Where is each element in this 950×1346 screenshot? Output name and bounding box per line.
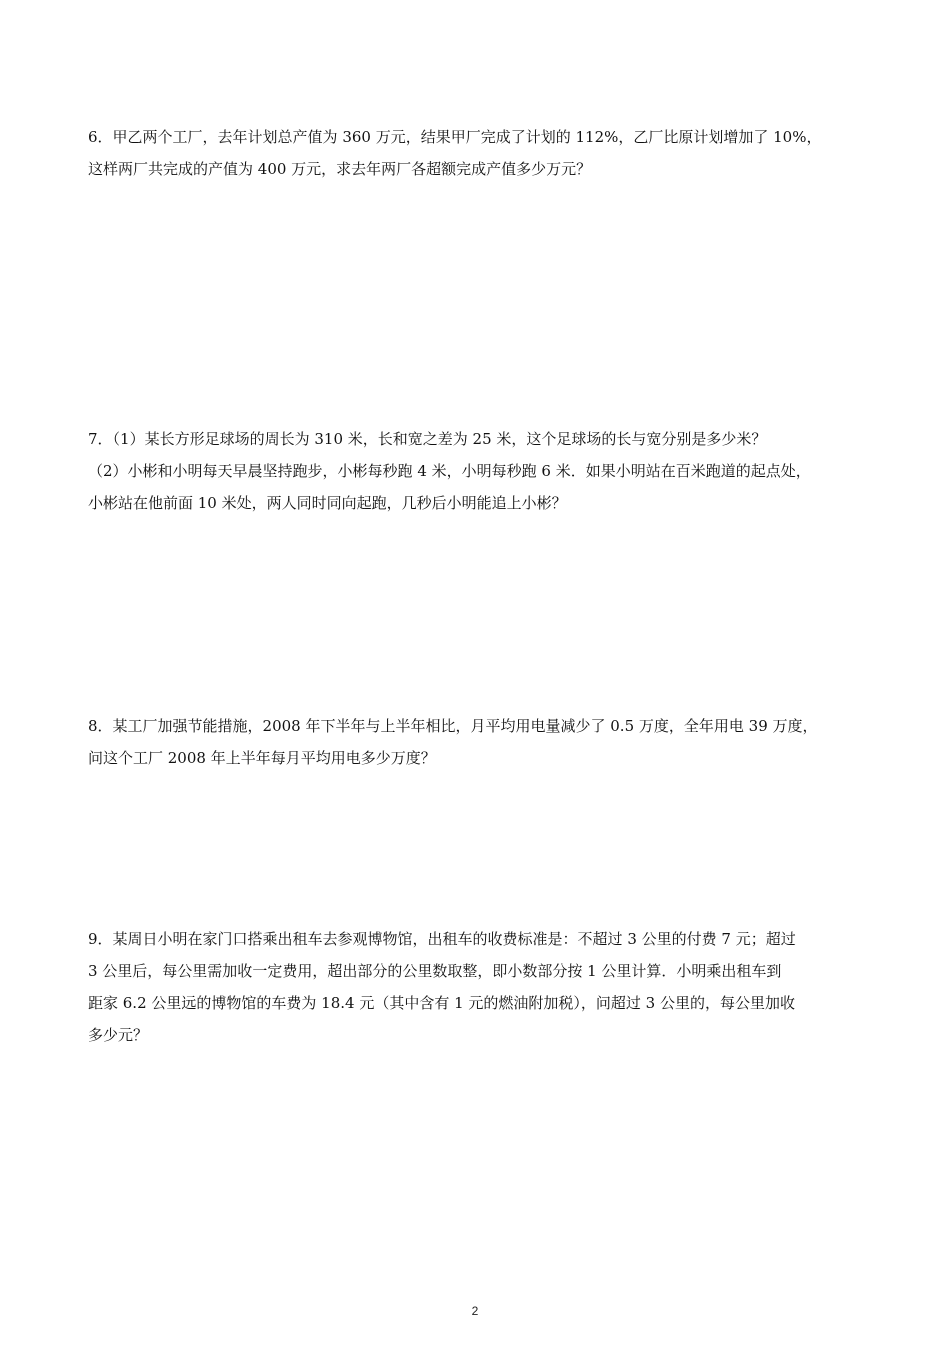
problem-8 — [88, 710, 868, 774]
problem-text-line: 9．某周日小明在家门口搭乘出租车去参观博物馆，出租车的收费标准是：不超过 3 公里的付费 7 元；超过 — [88, 930, 796, 948]
problem-9 — [88, 923, 868, 1051]
problem-text-line: 这样两厂共完成的产值为 400 万元，求去年两厂各超额完成产值多少万元？ — [88, 160, 592, 178]
problem-text-line: 8．某工厂加强节能措施，2008 年下半年与上半年相比，月平均用电量减少了 0.5 万度，全年用电 39 万度， — [88, 717, 818, 735]
problem-text-line: 小彬站在他前面 10 米处，两人同时同向起跑，几秒后小明能追上小彬？ — [88, 494, 567, 512]
problem-text-line: （2）小彬和小明每天早晨坚持跑步，小彬每秒跑 4 米，小明每秒跑 6 米．如果小明站在百米跑道的起点处， — [88, 462, 811, 480]
problem-text-line: 7．（1）某长方形足球场的周长为 310 米，长和宽之差为 25 米，这个足球场的长与宽分别是多少米？ — [88, 430, 767, 448]
problem-text-line: 问这个工厂 2008 年上半年每月平均用电多少万度？ — [88, 749, 436, 767]
problem-text-line: 距家 6.2 公里远的博物馆的车费为 18.4 元（其中含有 1 元的燃油附加税），问超过 3 公里的，每公里加收 — [88, 994, 795, 1012]
problem-7 — [88, 423, 868, 519]
problem-text-line: 多少元？ — [88, 1026, 149, 1044]
problem-6 — [88, 121, 868, 185]
page-number: 2 — [471, 1304, 479, 1318]
problem-text-line: 6．甲乙两个工厂，去年计划总产值为 360 万元，结果甲厂完成了计划的 112%，乙厂比原计划增加了 10%， — [88, 128, 822, 146]
problem-text-line: 3 公里后，每公里需加收一定费用，超出部分的公里数取整，即小数部分按 1 公里计算．小明乘出租车到 — [88, 962, 782, 980]
